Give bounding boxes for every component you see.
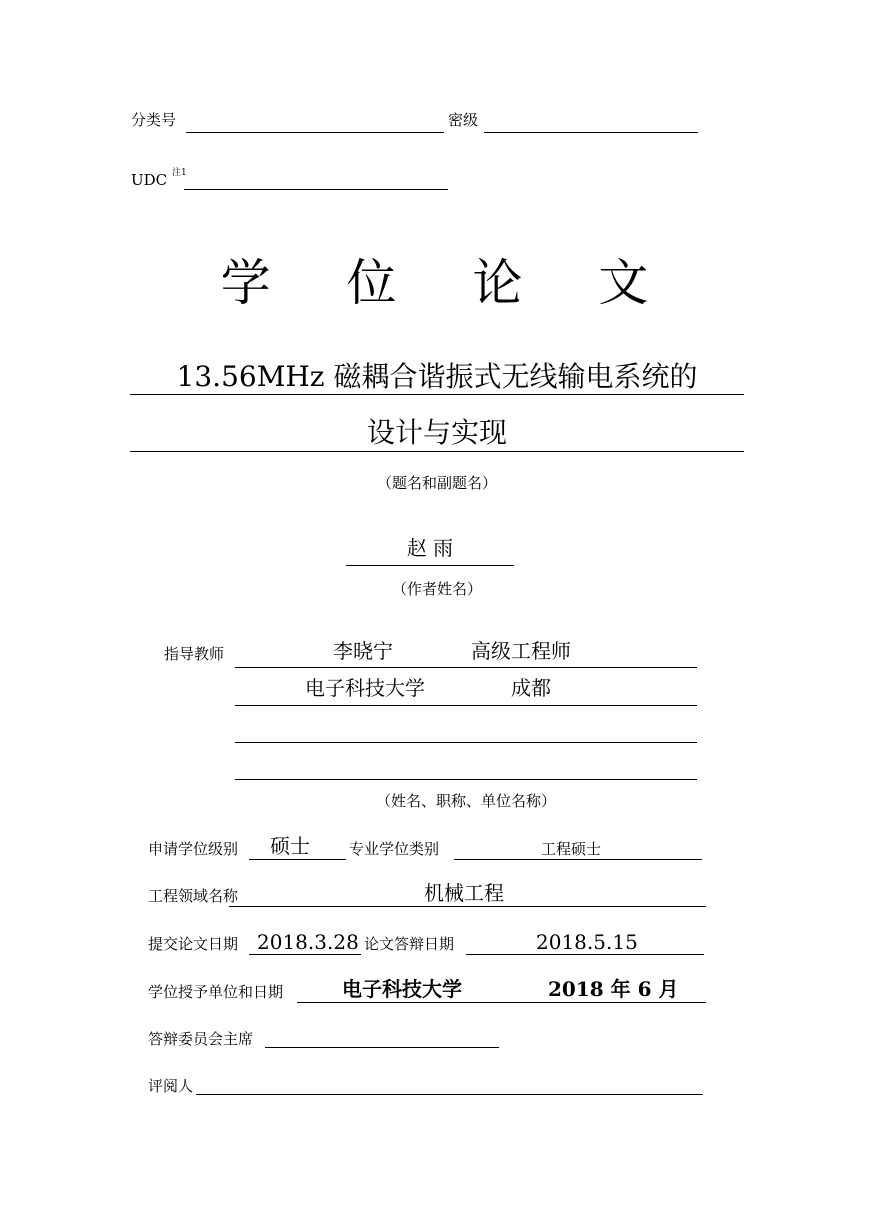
field-line [229, 906, 706, 907]
udc-line [184, 189, 448, 190]
grant-line [297, 1002, 706, 1003]
grant-date: 2018 年 6 月 [548, 977, 679, 1001]
author-underline [346, 565, 514, 566]
advisor-title: 高级工程师 [471, 639, 571, 663]
udc-note: 注1 [172, 168, 187, 178]
defense-date-label: 论文答辩日期 [364, 935, 455, 953]
submit-date-value: 2018.3.28 [257, 930, 359, 954]
grant-label: 学位授予单位和日期 [148, 983, 284, 1001]
field-value: 机械工程 [424, 881, 504, 905]
advisor-line-4 [235, 779, 697, 780]
degree-category-line [454, 859, 702, 860]
advisor-caption: （姓名、职称、单位名称） [375, 792, 556, 810]
title-line-1: 13.56MHz 磁耦合谐振式无线输电系统的 [176, 360, 698, 393]
advisor-line-2 [235, 705, 697, 706]
security-line [484, 132, 698, 133]
submit-date-label: 提交论文日期 [148, 935, 239, 953]
classification-label: 分类号 [131, 111, 177, 129]
title-line-2: 设计与实现 [366, 416, 507, 449]
classification-line [186, 132, 444, 133]
degree-level-value: 硕士 [270, 834, 310, 858]
advisor-line-1 [235, 667, 697, 668]
udc-label: UDC [131, 171, 168, 189]
degree-category-value: 工程硕士 [541, 840, 602, 858]
degree-level-line [249, 859, 346, 860]
advisor-label: 指导教师 [164, 645, 225, 663]
title-line-2-underline [130, 451, 744, 452]
advisor-line-3 [235, 742, 697, 743]
field-label: 工程领域名称 [148, 887, 239, 905]
title-line-1-underline [130, 394, 744, 395]
defense-date-value: 2018.5.15 [536, 930, 638, 954]
chair-line [265, 1047, 499, 1048]
advisor-institution: 电子科技大学 [305, 676, 425, 700]
reviewer-label: 评阅人 [148, 1077, 194, 1095]
advisor-name: 李晓宁 [333, 639, 393, 663]
doc-type-heading: 学 位 论 文 [220, 254, 679, 312]
defense-date-line [466, 954, 704, 955]
degree-category-label: 专业学位类别 [349, 840, 440, 858]
author-caption: （作者姓名） [391, 580, 482, 598]
author-name: 赵 雨 [406, 536, 454, 560]
submit-date-line [249, 954, 361, 955]
chair-label: 答辩委员会主席 [148, 1030, 254, 1048]
title-caption: （题名和副题名） [376, 474, 497, 492]
grant-unit: 电子科技大学 [342, 977, 462, 1001]
security-label: 密级 [448, 111, 479, 129]
advisor-city: 成都 [511, 676, 551, 700]
degree-level-label: 申请学位级别 [148, 840, 239, 858]
reviewer-line [196, 1094, 703, 1095]
